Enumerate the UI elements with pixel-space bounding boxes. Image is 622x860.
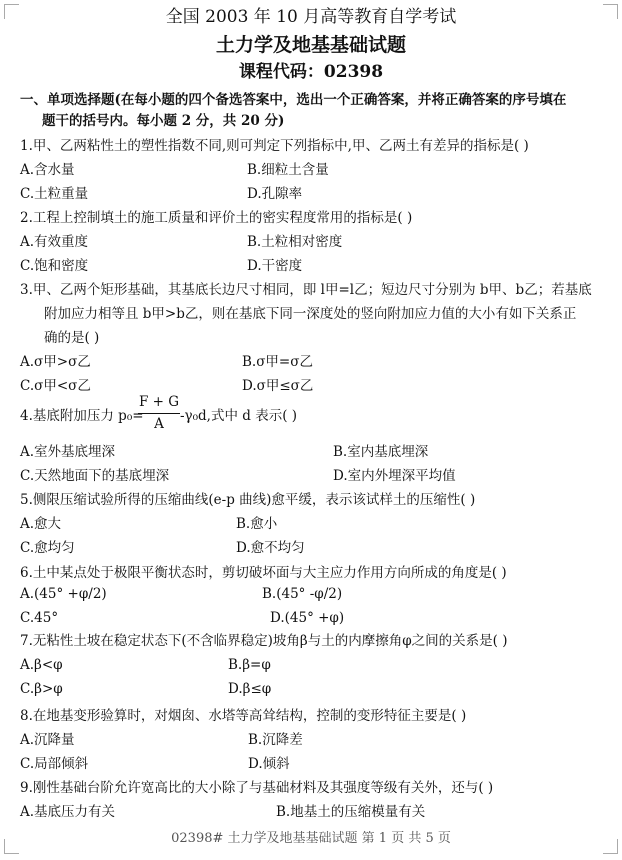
question-3-stem-line2: 附加应力相等且 b甲>b乙，则在基底下同一深度处的竖向附加应力值的大小有如下关系正 bbox=[44, 306, 577, 322]
question-8-option-a: A.沉降量 bbox=[20, 732, 75, 748]
question-3-option-b: B.σ甲=σ乙 bbox=[242, 354, 313, 370]
course-code: 课程代码：02398 bbox=[238, 62, 384, 82]
question-4-option-a: A.室外基底埋深 bbox=[20, 444, 116, 460]
question-3-stem-line1: 3.甲、乙两个矩形基础，其基底长边尺寸相同，即 l甲=l乙；短边尺寸分别为 b甲、b乙；若基底 bbox=[20, 282, 592, 298]
question-2-option-c: C.饱和密度 bbox=[20, 258, 89, 274]
question-3-stem-line3: 确的是( ) bbox=[44, 330, 100, 346]
question-1-stem: 1.甲、乙两粘性土的塑性指数不同,则可判定下列指标中,甲、乙两土有差异的指标是( ) bbox=[20, 138, 529, 154]
question-8-stem: 8.在地基变形验算时，对烟囱、水塔等高耸结构，控制的变形特征主要是( ) bbox=[20, 708, 467, 724]
question-2-option-d: D.干密度 bbox=[247, 258, 303, 274]
subject-title: 土力学及地基基础试题 bbox=[215, 34, 406, 56]
question-5-stem: 5.侧限压缩试验所得的压缩曲线(e-p 曲线)愈平缓，表示该试样土的压缩性( ) bbox=[20, 492, 476, 508]
question-8-option-b: B.沉降差 bbox=[248, 732, 303, 748]
exam-title: 全国 2003 年 10 月高等教育自学考试 bbox=[165, 7, 457, 27]
crop-mark-bottom-right bbox=[603, 839, 618, 854]
question-1-option-c: C.土粒重量 bbox=[20, 186, 89, 202]
crop-mark-top-left bbox=[4, 4, 19, 19]
question-1-option-a: A.含水量 bbox=[20, 162, 75, 178]
question-7-option-b: B.β=φ bbox=[228, 657, 271, 673]
question-7-option-a: A.β<φ bbox=[20, 657, 63, 673]
question-2-stem: 2.工程上控制填土的施工质量和评价土的密实程度常用的指标是( ) bbox=[20, 210, 413, 226]
question-8-option-d: D.倾斜 bbox=[248, 756, 290, 772]
crop-mark-top-right bbox=[603, 4, 618, 19]
question-2-option-b: B.土粒相对密度 bbox=[247, 234, 343, 250]
question-4-fraction bbox=[138, 394, 180, 434]
question-6-option-a: A.(45° +φ/2) bbox=[20, 586, 107, 602]
question-6-option-c: C.45° bbox=[20, 610, 59, 626]
question-5-option-a: A.愈大 bbox=[20, 516, 62, 532]
question-5-option-d: D.愈不均匀 bbox=[236, 540, 305, 556]
question-7-option-c: C.β>φ bbox=[20, 681, 63, 697]
question-1-option-b: B.细粒土含量 bbox=[247, 162, 329, 178]
question-3-option-a: A.σ甲>σ乙 bbox=[20, 354, 91, 370]
question-7-stem: 7.无粘性土坡在稳定状态下(不含临界稳定)坡角β与土的内摩擦角φ之间的关系是( ) bbox=[20, 633, 508, 649]
question-6-option-d: D.(45° +φ) bbox=[270, 610, 345, 626]
question-5-option-c: C.愈均匀 bbox=[20, 540, 75, 556]
question-9-option-b: B.地基土的压缩模量有关 bbox=[276, 804, 426, 820]
question-3-option-c: C.σ甲<σ乙 bbox=[20, 378, 91, 394]
question-4-option-d: D.室内外埋深平均值 bbox=[333, 468, 456, 484]
question-3-option-d: D.σ甲≤σ乙 bbox=[242, 378, 314, 394]
section-instruction-line1: 一、单项选择题(在每小题的四个备选答案中，选出一个正确答案，并将正确答案的序号填在 bbox=[20, 92, 567, 108]
question-6-option-b: B.(45° -φ/2) bbox=[262, 586, 343, 602]
question-6-stem: 6.土中某点处于极限平衡状态时，剪切破坏面与大主应力作用方向所成的角度是( ) bbox=[20, 565, 507, 581]
question-4-stem-suffix: -γ₀d,式中 d 表示( ) bbox=[180, 408, 298, 424]
question-7-option-d: D.β≤φ bbox=[228, 681, 272, 697]
question-8-option-c: C.局部倾斜 bbox=[20, 756, 89, 772]
fraction-denominator: A bbox=[154, 416, 164, 432]
page-footer: 02398# 土力学及地基基础试题 第 1 页 共 5 页 bbox=[171, 831, 451, 846]
question-4-stem-prefix: 4.基底附加压力 p₀= bbox=[20, 408, 144, 424]
question-4-option-c: C.天然地面下的基底埋深 bbox=[20, 468, 170, 484]
question-5-option-b: B.愈小 bbox=[236, 516, 278, 532]
question-2-option-a: A.有效重度 bbox=[20, 234, 89, 250]
section-instruction-line2: 题干的括号内。每小题 2 分，共 20 分) bbox=[42, 113, 285, 129]
question-4-option-b: B.室内基底埋深 bbox=[333, 444, 429, 460]
crop-mark-bottom-left bbox=[4, 839, 19, 854]
question-1-option-d: D.孔隙率 bbox=[247, 186, 303, 202]
fraction-numerator: F + G bbox=[138, 394, 180, 410]
fraction-bar bbox=[138, 413, 180, 414]
question-9-stem: 9.刚性基础台阶允许宽高比的大小除了与基础材料及其强度等级有关外，还与( ) bbox=[20, 780, 494, 796]
question-9-option-a: A.基底压力有关 bbox=[20, 804, 116, 820]
